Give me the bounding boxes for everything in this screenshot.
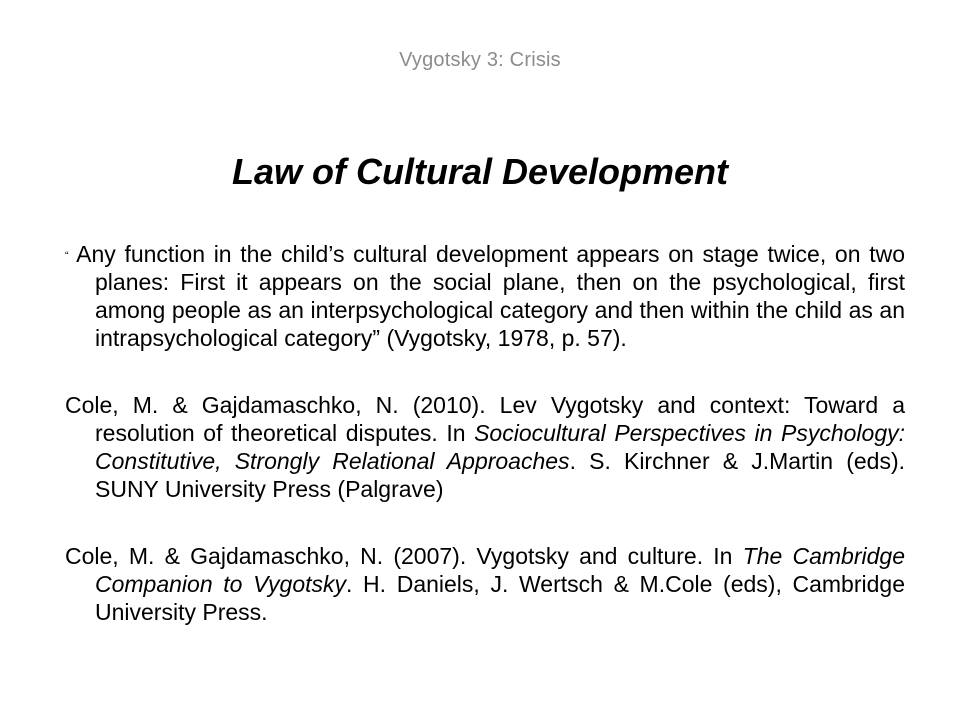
reference-trail: . S. Kirchner & J.Martin (eds). SUNY University Press (Palgrave)	[95, 448, 905, 502]
reference-lead: Cole, M. & Gajdamaschko, N. (2010). Lev Vygotsky and context: Toward a resolution of theoretical disputes. In	[65, 392, 905, 446]
quote-paragraph	[65, 240, 905, 352]
slide-body	[65, 240, 905, 665]
reference-item	[65, 542, 905, 626]
quote-open-mark: “	[65, 250, 69, 262]
quote-text: Any function in the child’s cultural development appears on stage twice, on two planes: First it appears on the social plane, then on the psychological, first among people as an interpsychological category and then within the child as an intrapsychological category” (Vygotsky, 1978, p. 57).	[76, 241, 906, 351]
slide-title: Law of Cultural Development	[231, 151, 729, 192]
reference-title-italic: The Cambridge Companion to Vygotsky	[95, 543, 905, 597]
reference-trail: . H. Daniels, J. Wertsch & M.Cole (eds), Cambridge University Press.	[95, 571, 905, 625]
reference-title-italic: Sociocultural Perspectives in Psychology: Constitutive, Strongly Relational Approaches	[95, 420, 906, 474]
reference-lead: Cole, M. & Gajdamaschko, N. (2007). Vygotsky and culture. In	[65, 543, 743, 569]
reference-item	[65, 391, 905, 503]
slide-header: Vygotsky 3: Crisis	[399, 49, 561, 71]
